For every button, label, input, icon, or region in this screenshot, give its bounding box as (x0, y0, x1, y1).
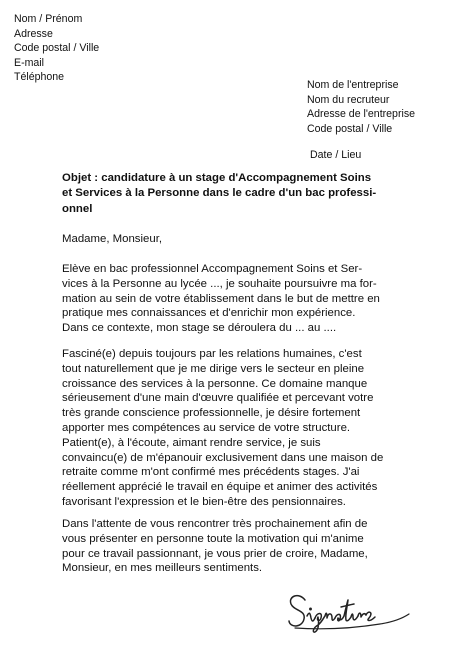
sender-postal-city: Code postal / Ville (14, 42, 100, 55)
sender-phone: Téléphone (14, 71, 65, 84)
salutation: Madame, Monsieur, (62, 233, 163, 245)
paragraph-line: convaincu(e) de m'épanouir exclusivement dans une maison de (62, 451, 384, 464)
sender-name: Nom / Prénom (14, 13, 83, 25)
paragraph-closing (62, 517, 422, 576)
paragraph-line: tout naturellement que je me dirige vers le secteur en pleine (62, 362, 365, 375)
paragraph-motivation (62, 347, 422, 510)
sender-address: Adresse (14, 27, 53, 40)
paragraph-line: Patient(e), à l'écoute, aimant rendre service, je suis (62, 436, 321, 449)
paragraph-line: retraite comme m'ont confirmé mes précédents stages. J'ai (62, 466, 360, 479)
paragraph-line: pour ce travail passionnant, je vous prier de croire, Madame, (62, 547, 368, 560)
date-place: Date / Lieu (310, 149, 362, 161)
paragraph-line: réellement apprécié le travail en équipe et animer des activités (62, 481, 378, 494)
handwritten-signature-icon (285, 588, 415, 638)
paragraph-line: croissance des services à la personne. Ce domaine manque (62, 377, 368, 390)
paragraph-intro (62, 262, 422, 336)
recipient-recruiter: Nom du recruteur (307, 93, 390, 106)
recipient-address: Adresse de l'entreprise (307, 108, 416, 121)
paragraph-line: sérieusement d'une main d'œuvre qualifiée et percevant votre (62, 392, 374, 405)
recipient-company: Nom de l'entreprise (307, 79, 399, 91)
paragraph-line: Fasciné(e) depuis toujours par les relations humaines, c'est (62, 348, 362, 360)
paragraph-line: vices à la Personne au lycée ..., je souhaite poursuivre ma for- (62, 277, 377, 290)
subject-line-3: onnel (62, 202, 93, 215)
subject-line-2: et Services à la Personne dans le cadre d'un bac professi- (62, 187, 377, 200)
sender-email: E-mail (14, 56, 45, 69)
sender-block (14, 12, 99, 85)
paragraph-line: mation au sein de votre établissement dans le but de mettre en (62, 292, 380, 305)
paragraph-line: vous présenter en personne toute la motivation qui m'anime (62, 532, 364, 545)
paragraph-line: pratique mes connaissances et d'enrichir mon expérience. (62, 307, 356, 320)
paragraph-line: Dans l'attente de vous rencontrer très prochainement afin de (62, 518, 368, 530)
paragraph-line: apporter mes compétences au service de votre structure. (62, 421, 351, 434)
recipient-block (307, 78, 415, 136)
paragraph-line: Monsieur, en mes meilleurs sentiments. (62, 562, 263, 575)
paragraph-line: favorisant l'expression et le bien-être des pensionnaires. (62, 495, 346, 508)
paragraph-line: Dans ce contexte, mon stage se déroulera du ... au .... (62, 322, 337, 335)
subject-line (62, 171, 422, 217)
subject-line-1: Objet : candidature à un stage d'Accompagnement Soins (62, 172, 372, 184)
paragraph-line: Elève en bac professionnel Accompagnement Soins et Ser- (62, 263, 363, 275)
recipient-postal-city: Code postal / Ville (307, 122, 393, 135)
paragraph-line: très grande conscience professionnelle, je désire fortement (62, 407, 361, 420)
